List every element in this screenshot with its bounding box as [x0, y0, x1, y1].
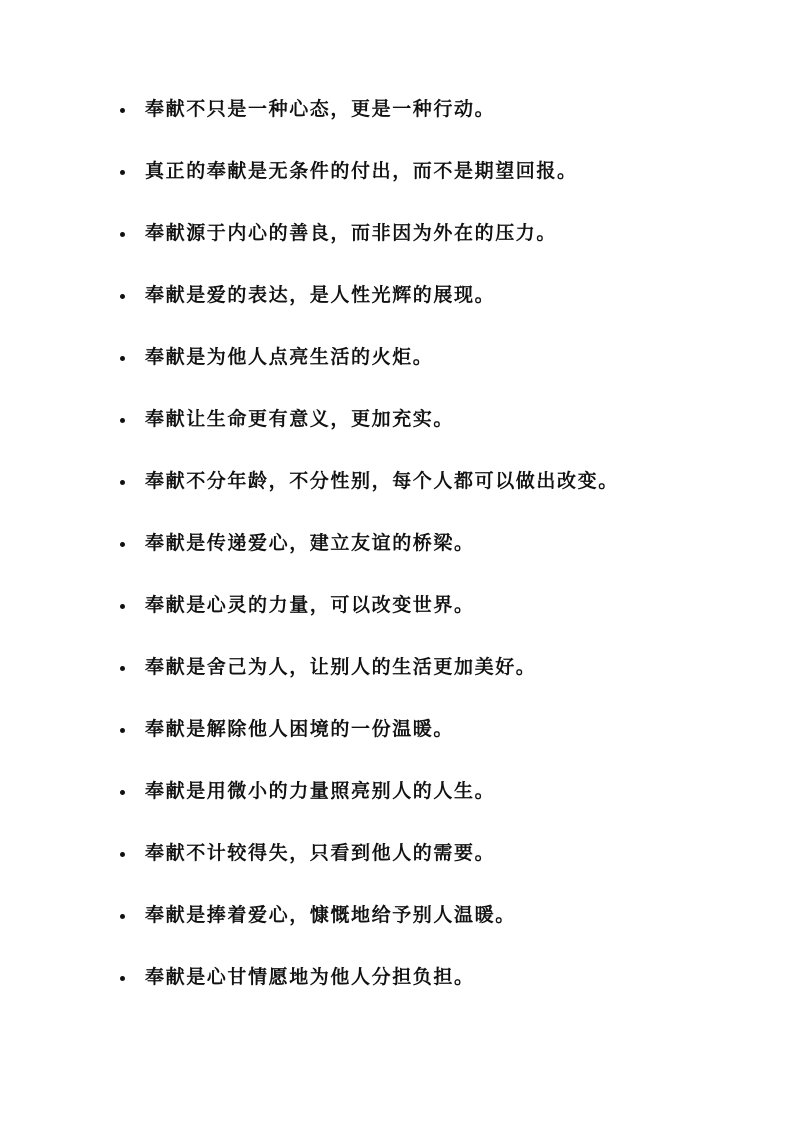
list-item: [120, 278, 760, 340]
list-item-text: 奉献不只是一种心态，更是一种行动。: [145, 98, 496, 120]
bullet-dot-icon: [120, 976, 125, 981]
bullet-dot-icon: [120, 356, 125, 361]
bullet-list: [120, 92, 760, 1022]
list-item-text: 真正的奉献是无条件的付出，而不是期望回报。: [145, 160, 578, 182]
list-item-text: 奉献是心灵的力量，可以改变世界。: [145, 594, 475, 616]
bullet-dot-icon: [120, 542, 125, 547]
bullet-dot-icon: [120, 852, 125, 857]
bullet-dot-icon: [120, 294, 125, 299]
list-item: [120, 92, 760, 154]
list-item: [120, 650, 760, 712]
bullet-dot-icon: [120, 728, 125, 733]
bullet-dot-icon: [120, 914, 125, 919]
list-item: [120, 464, 760, 526]
list-item-text: 奉献不计较得失，只看到他人的需要。: [145, 842, 496, 864]
bullet-dot-icon: [120, 790, 125, 795]
list-item: [120, 340, 760, 402]
list-item-text: 奉献是为他人点亮生活的火炬。: [145, 346, 434, 368]
list-item: [120, 836, 760, 898]
list-item-text: 奉献让生命更有意义，更加充实。: [145, 408, 455, 430]
bullet-dot-icon: [120, 170, 125, 175]
bullet-dot-icon: [120, 232, 125, 237]
list-item: [120, 402, 760, 464]
list-item-text: 奉献是解除他人困境的一份温暖。: [145, 718, 455, 740]
list-item-text: 奉献是用微小的力量照亮别人的人生。: [145, 780, 496, 802]
bullet-dot-icon: [120, 666, 125, 671]
list-item-text: 奉献是心甘情愿地为他人分担负担。: [145, 966, 475, 988]
list-item: [120, 526, 760, 588]
list-item-text: 奉献是舍己为人，让别人的生活更加美好。: [145, 656, 537, 678]
bullet-dot-icon: [120, 480, 125, 485]
list-item: [120, 154, 760, 216]
list-item-text: 奉献不分年龄，不分性别，每个人都可以做出改变。: [145, 470, 619, 492]
list-item: [120, 712, 760, 774]
list-item: [120, 774, 760, 836]
list-item-text: 奉献源于内心的善良，而非因为外在的压力。: [145, 222, 558, 244]
bullet-dot-icon: [120, 604, 125, 609]
list-item-text: 奉献是爱的表达，是人性光辉的展现。: [145, 284, 496, 306]
list-item-text: 奉献是传递爱心，建立友谊的桥梁。: [145, 532, 475, 554]
bullet-dot-icon: [120, 108, 125, 113]
list-item-text: 奉献是捧着爱心，慷慨地给予别人温暖。: [145, 904, 516, 926]
bullet-dot-icon: [120, 418, 125, 423]
list-item: [120, 960, 760, 1022]
list-item: [120, 898, 760, 960]
list-item: [120, 588, 760, 650]
list-item: [120, 216, 760, 278]
